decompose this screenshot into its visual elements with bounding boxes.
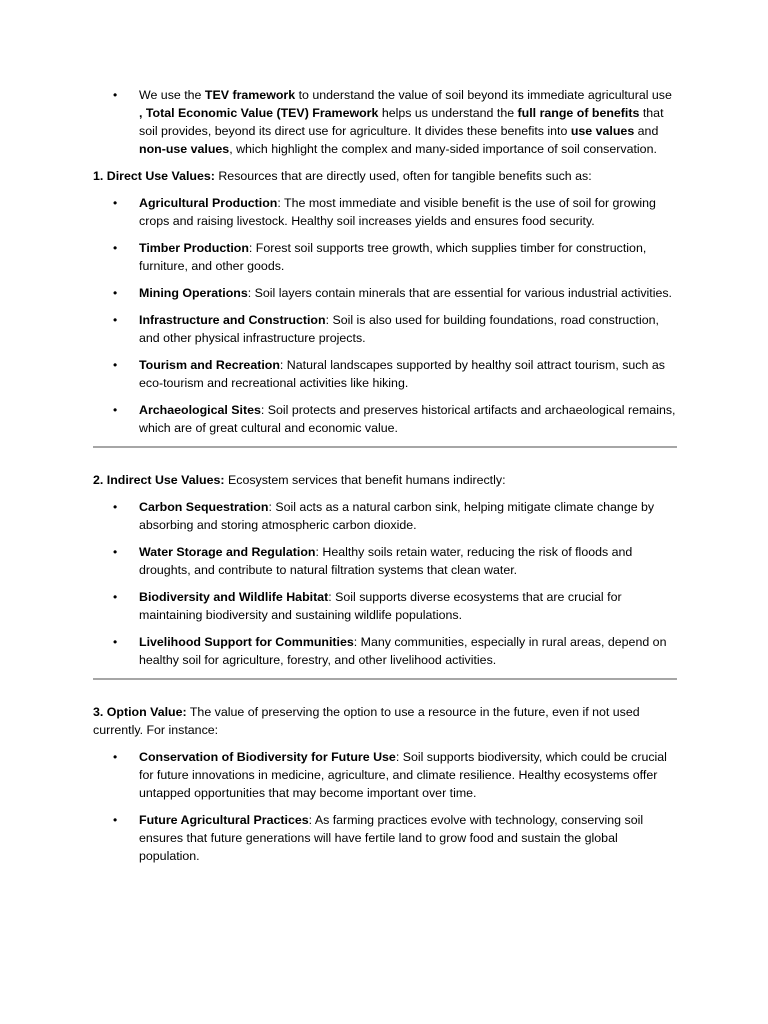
list-item: • Water Storage and Regulation: Healthy soils retain water, reducing the risk of floods and droughts, and contribute to natural filtration systems that clean water.: [113, 545, 633, 577]
intro-list: [93, 86, 677, 158]
section-heading-option-value: 3. Option Value: The value of preserving the option to use a resource in the future, even if not used currently. For instance:: [93, 705, 640, 737]
bullet-icon: •: [113, 286, 118, 300]
list-item: • Tourism and Recreation: Natural landscapes supported by healthy soil attract tourism, such as eco-tourism and recreational activities like hiking.: [113, 358, 665, 390]
bullet-icon: •: [113, 88, 118, 102]
list-item: • Mining Operations: Soil layers contain minerals that are essential for various industrial activities.: [113, 286, 672, 300]
bullet-icon: •: [113, 196, 118, 210]
bullet-icon: •: [113, 313, 118, 327]
list-item: • Timber Production: Forest soil supports tree growth, which supplies timber for construction, furniture, and other goods.: [113, 241, 647, 273]
list-item: • Agricultural Production: The most immediate and visible benefit is the use of soil for growing crops and raising livestock. Healthy soil increases yields and ensures food security.: [113, 196, 656, 228]
section-heading-indirect-use: 2. Indirect Use Values: Ecosystem services that benefit humans indirectly:: [93, 473, 506, 487]
bullet-icon: •: [113, 545, 118, 559]
horizontal-divider: [93, 446, 677, 448]
list-item: • Biodiversity and Wildlife Habitat: Soil supports diverse ecosystems that are crucial for maintaining biodiversity and sustaining wildlife populations.: [113, 590, 622, 622]
bullet-icon: •: [113, 813, 118, 827]
indirect-use-list: [93, 498, 677, 669]
list-item: • Future Agricultural Practices: As farming practices evolve with technology, conserving soil ensures that future generations will have fertile land to grow food and sustain the global population.: [113, 813, 644, 863]
list-item: • Conservation of Biodiversity for Future Use: Soil supports biodiversity, which could be crucial for future innovations in medicine, agriculture, and climate resilience. Healthy ecosystems offer untapped opportunities that may become important over time.: [113, 750, 667, 800]
bullet-icon: •: [113, 500, 118, 514]
direct-use-list: [93, 194, 677, 437]
list-item: • Infrastructure and Construction: Soil is also used for building foundations, road construction, and other physical infrastructure projects.: [113, 313, 659, 345]
list-item: • Carbon Sequestration: Soil acts as a natural carbon sink, helping mitigate climate change by absorbing and storing atmospheric carbon dioxide.: [113, 500, 655, 532]
list-item: • Archaeological Sites: Soil protects and preserves historical artifacts and archaeological remains, which are of great cultural and economic value.: [113, 403, 676, 435]
bullet-icon: •: [113, 590, 118, 604]
intro-bullet: • We use the TEV framework to understand the value of soil beyond its immediate agricultural use , Total Economic Value (TEV) Framework helps us understand the full range of benefits that soil provides, beyond its direct use for agriculture. It divides these benefits into use values and non-use values, which highlight the complex and many-sided importance of soil conservation.: [113, 88, 672, 156]
bullet-icon: •: [113, 750, 118, 764]
bullet-icon: •: [113, 635, 118, 649]
option-value-list: [93, 748, 677, 865]
horizontal-divider: [93, 678, 677, 680]
bullet-icon: •: [113, 241, 118, 255]
document-body: [93, 86, 677, 874]
list-item: • Livelihood Support for Communities: Many communities, especially in rural areas, depend on healthy soil for agriculture, forestry, and other livelihood activities.: [113, 635, 667, 667]
bullet-icon: •: [113, 403, 118, 417]
section-heading-direct-use: 1. Direct Use Values: Resources that are directly used, often for tangible benefits such as:: [93, 169, 592, 183]
bullet-icon: •: [113, 358, 118, 372]
